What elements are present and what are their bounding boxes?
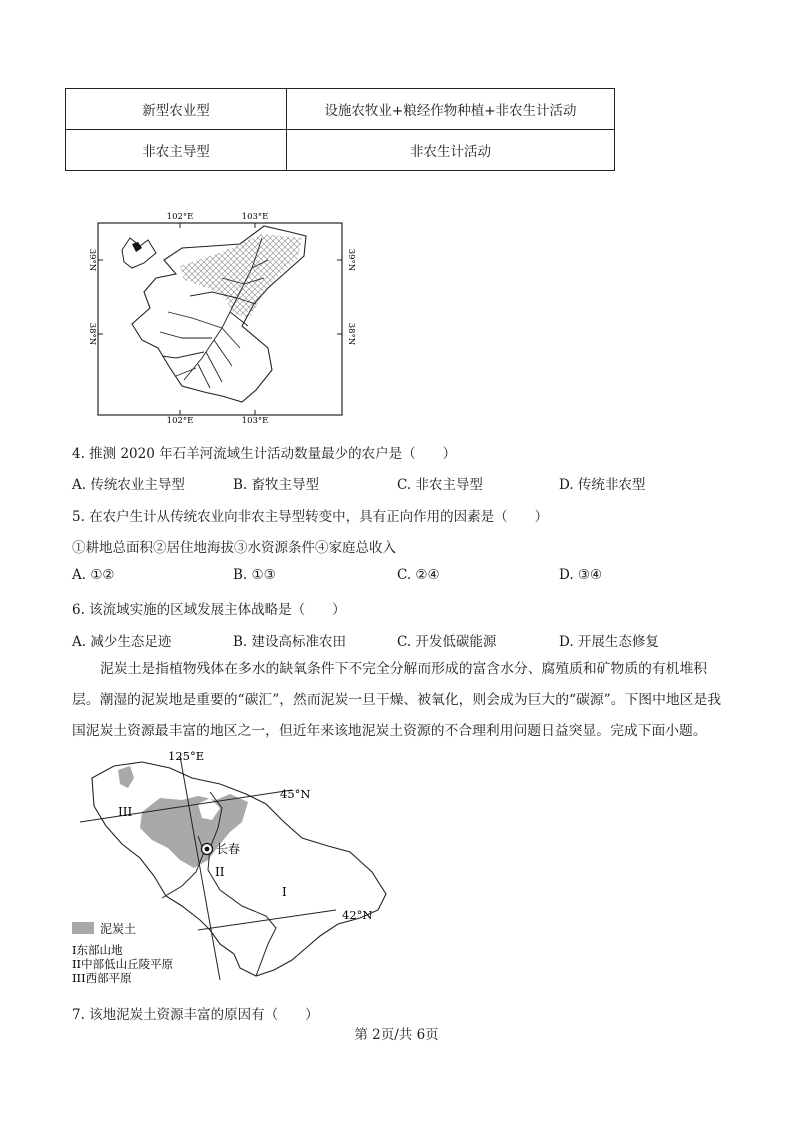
lon-label-top-left: 102°E bbox=[166, 212, 194, 222]
lat-label-right-bottom: 38°N bbox=[346, 322, 356, 346]
livelihood-type-table bbox=[65, 88, 615, 171]
table-cell-type: 非农主导型 bbox=[66, 130, 287, 171]
jilin-peat-map bbox=[70, 748, 400, 983]
q5-option-d: D. ③④ bbox=[559, 567, 603, 583]
lon-label-top-right: 103°E bbox=[241, 212, 269, 222]
q5-option-a: A. ①② bbox=[72, 567, 115, 583]
q5-option-c: C. ②④ bbox=[397, 567, 440, 583]
question-4-stem: 4. 推测 2020 年石羊河流域生计活动数量最少的农户是（ ） bbox=[72, 446, 457, 462]
lat-label-left-bottom: 38°N bbox=[87, 322, 97, 346]
q5-option-b: B. ①③ bbox=[233, 567, 276, 583]
region-label-i: I bbox=[282, 885, 287, 899]
legend-peat-swatch bbox=[72, 922, 94, 934]
question-6-stem: 6. 该流域实施的区域发展主体战略是（ ） bbox=[72, 602, 346, 618]
passage-line-3: 国泥炭土资源最丰富的地区之一，但近年来该地泥炭土资源的不合理利用问题日益突显。完成下面小题。 bbox=[72, 723, 707, 739]
legend-region-ii: II中部低山丘陵平原 bbox=[72, 957, 174, 971]
passage-line-1: 泥炭土是指植物残体在多水的缺氧条件下不完全分解而形成的富含水分、腐殖质和矿物质的有机堆积 bbox=[100, 661, 708, 677]
city-label: 长春 bbox=[216, 842, 241, 856]
basin-outlier bbox=[122, 238, 156, 268]
legend-peat-label: 泥炭土 bbox=[100, 922, 137, 936]
lon-label-bottom-right: 103°E bbox=[241, 416, 269, 426]
table-cell-activity: 设施农牧业+粮经作物种植+非农生计活动 bbox=[287, 89, 615, 130]
shiyang-river-basin-map bbox=[72, 208, 356, 426]
legend-region-i: I东部山地 bbox=[72, 943, 123, 957]
question-5-items: ①耕地总面积②居住地海拔③水资源条件④家庭总收入 bbox=[72, 540, 396, 556]
question-5-stem: 5. 在农户生计从传统农业向非农主导型转变中，具有正向作用的因素是（ ） bbox=[72, 509, 549, 525]
q6-option-b: B. 建设高标准农田 bbox=[233, 634, 347, 650]
q4-option-c: C. 非农主导型 bbox=[397, 477, 483, 493]
q6-option-a: A. 减少生态足迹 bbox=[72, 634, 172, 650]
lat-label-right-top: 39°N bbox=[346, 248, 356, 272]
q4-option-a: A. 传统农业主导型 bbox=[72, 477, 185, 493]
lon-label: 125°E bbox=[168, 749, 205, 763]
question-7-stem: 7. 该地泥炭土资源丰富的原因有（ ） bbox=[72, 1007, 319, 1023]
table-cell-activity: 非农生计活动 bbox=[287, 130, 615, 171]
table-row bbox=[66, 89, 615, 130]
lat-label-top: 45°N bbox=[280, 787, 311, 801]
passage-line-2: 层。潮湿的泥炭地是重要的“碳汇”，然而泥炭一旦干燥、被氧化，则会成为巨大的“碳源”。下图中地区是我 bbox=[72, 692, 722, 708]
table-cell-type: 新型农业型 bbox=[66, 89, 287, 130]
q6-option-c: C. 开发低碳能源 bbox=[397, 634, 497, 650]
q4-option-d: D. 传统非农型 bbox=[559, 477, 646, 493]
region-label-iii: III bbox=[118, 805, 133, 819]
q4-option-b: B. 畜牧主导型 bbox=[233, 477, 320, 493]
q6-option-d: D. 开展生态修复 bbox=[559, 634, 659, 650]
lon-label-bottom-left: 102°E bbox=[166, 416, 194, 426]
region-label-ii: II bbox=[215, 865, 225, 879]
page-footer: 第 2页/共 6页 bbox=[354, 1027, 439, 1043]
lat-label-left-top: 39°N bbox=[87, 248, 97, 272]
table-row bbox=[66, 130, 615, 171]
province-outline bbox=[92, 762, 386, 976]
legend-region-iii: III西部平原 bbox=[72, 971, 132, 985]
peat-passage bbox=[72, 654, 732, 747]
lat-label-bottom: 42°N bbox=[342, 908, 373, 922]
